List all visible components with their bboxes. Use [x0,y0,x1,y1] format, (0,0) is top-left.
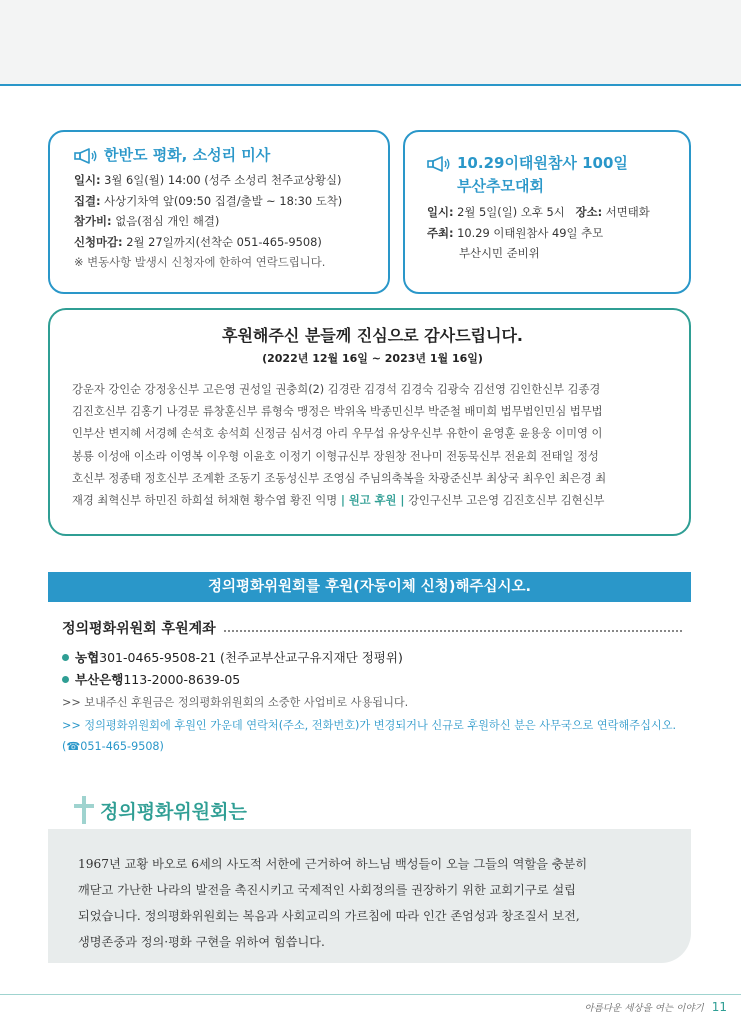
thanks-period: (2022년 12월 16일 ~ 2023년 1월 16일) [262,352,483,365]
donation-usage-note: >> 보내주신 후원금은 정의평화위원회의 소중한 사업비로 사용됩니다. [62,696,409,709]
manuscript-donation-label: | 원고 후원 | [340,494,405,508]
bullet-icon [62,654,69,661]
about-description [48,829,691,963]
bullet-icon [62,676,69,683]
event-box-itaewon-memorial [403,130,691,294]
megaphone-icon [427,156,451,172]
event-details [74,170,374,273]
detail-value: 없음(점심 개인 해결) [111,214,220,228]
megaphone-icon [74,148,98,164]
header-band [0,0,741,84]
about-line: 생명존중과 정의·평화 구현을 위하여 힘씁니다. [78,935,325,949]
event-fee-row [74,211,374,232]
account-heading-row [62,618,682,638]
bank-account-nh [62,648,403,666]
cross-icon [74,796,94,824]
footer-rule [0,994,741,995]
event-date-row [74,170,374,191]
detail-value: 사상기차역 앞(09:50 집결/출발 ~ 18:30 도착) [100,193,343,208]
event-title-row [427,152,677,198]
bank-account-number: 113-2000-8639-05 [123,671,241,687]
detail-label: 신청마감: [74,234,123,249]
donor-line: 봉룡 이성애 이소라 이영복 이우형 이윤호 이정기 이형규신부 장원창 전나미 전동묵신부 전윤희 전태일 정성 [72,449,599,463]
about-line: 1967년 교황 바오로 6세의 사도적 서한에 근거하여 하느님 백성들이 오늘 그들의 역할을 충분히 [78,857,588,871]
detail-value: 2월 27일까지(선착순 051-465-9508) [122,234,322,249]
detail-value: 서면태화 [602,205,650,219]
detail-label: 일시: [74,173,101,187]
page-number: 11 [711,1000,727,1014]
detail-value: 2월 5일(일) 오후 5시 [453,205,565,219]
event-date-place-row [427,202,677,223]
event-title: 10.29이태원참사 100일 부산추모대회 [457,154,628,195]
event-title: 한반도 평화, 소성리 미사 [104,146,271,164]
donor-thanks-box [48,308,691,536]
account-heading: 정의평화위원회 후원계좌 [62,621,216,637]
detail-label: 장소: [575,205,603,219]
detail-label: 주최: [427,225,454,240]
detail-label: 일시: [427,205,454,219]
detail-value: 3월 6일(월) 14:00 (성주 소성리 천주교상황실) [100,173,342,187]
about-line: 되었습니다. 정의평화위원회는 복음과 사회교리의 가르침에 따라 인간 존엄성과 창조질서 보전, [78,909,580,923]
donor-line: 인부산 변지혜 서경혜 손석호 송석희 신정금 심서경 아리 우무섭 유상우신부 유한이 윤영훈 윤용웅 이미영 이 [72,427,603,441]
bank-account-number: 301-0465-9508-21 (천주교부산교구유지재단 정평위) [99,650,403,665]
header-rule [0,84,741,86]
donor-names-part: 강인구신부 고은영 김진호신부 김현신부 [404,494,605,508]
event-host-row-cont: 부산시민 준비위 [459,246,540,260]
footer-slogan: 아름다운 세상을 여는 이야기 [584,1003,704,1014]
donor-line: 김진호신부 김홍기 나경문 류창훈신부 류형숙 맹정은 박위옥 박종민신부 박준철 배미희 법무법인민심 법무법 [72,405,603,419]
donor-line: 호신부 정종태 정호신부 조계환 조동기 조동성신부 조영심 주님의축복을 차광준신부 최상국 최우인 최은경 최 [72,471,607,485]
event-deadline-row [74,232,374,253]
support-banner: 정의평화위원회를 후원(자동이체 신청)해주십시오. [48,572,691,602]
donor-names-part: 재경 최혁신부 하민진 하희설 허채현 황수엽 황진 익명 [72,494,341,508]
page-footer [585,1000,727,1014]
event-details [427,202,677,264]
event-host-row [427,223,677,244]
thanks-title: 후원해주신 분들께 진심으로 감사드립니다. [222,326,523,345]
about-line: 깨닫고 가난한 나라의 발전을 촉진시키고 국제적인 사회정의를 권장하기 위한 교회기구로 설립 [78,883,576,897]
bank-name: 농협 [75,650,100,665]
detail-label: 참가비: [74,214,112,228]
donor-line-last [72,490,673,512]
event-note: ※ 변동사항 발생시 신청자에 한하여 연락드립니다. [74,255,326,269]
detail-label: 집결: [74,193,101,208]
donor-line: 강운자 강인순 강정웅신부 고은영 권성일 권충희(2) 김경란 김경석 김경숙 김광숙 김선영 김인한신부 김종경 [72,383,601,396]
dotted-leader [224,630,682,632]
about-title: 정의평화위원회는 [100,800,247,823]
event-title-row [74,144,374,167]
detail-value: 10.29 이태원참사 49일 추모 [453,225,604,240]
about-heading-row [74,796,247,824]
donor-names [72,379,673,512]
event-box-seongju-mass [48,130,390,294]
contact-change-note: >> 정의평화위원회에 후원인 가운데 연락처(주소, 전화번호)가 변경되거나 신규로 후원하신 분은 사무국으로 연락해주십시오. (☎051-465-9508) [62,719,677,753]
bank-account-busan [62,670,240,688]
bank-name: 부산은행 [75,672,124,687]
event-gather-row [74,191,374,212]
